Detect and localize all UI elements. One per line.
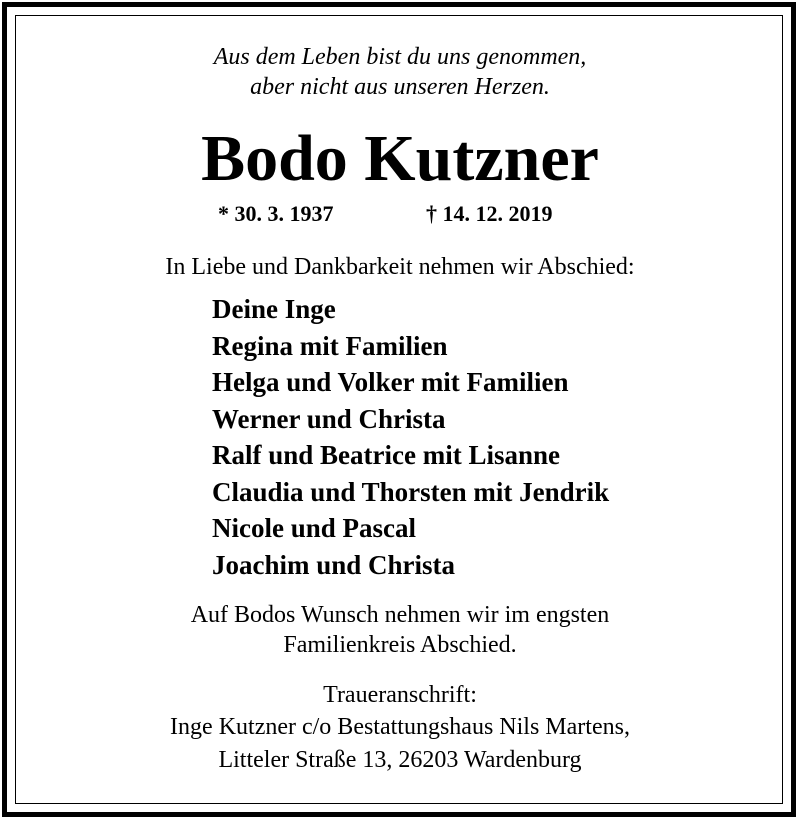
mourner-item: Regina mit Familien: [212, 330, 448, 361]
birth-date: * 30. 3. 1937: [218, 201, 334, 226]
mourner-item: Werner und Christa: [212, 403, 446, 434]
mourner-item: Joachim und Christa: [212, 549, 456, 580]
wish-line-2: Familienkreis Abschied.: [283, 632, 517, 658]
mourner-item: Nicole und Pascal: [212, 513, 417, 543]
verse-line-1: Aus dem Leben bist du uns genommen,: [213, 44, 587, 70]
wish-line-1: Auf Bodos Wunsch nehmen wir im engsten: [190, 602, 610, 628]
mourner-item: Ralf und Beatrice mit Lisanne: [212, 440, 560, 470]
farewell-intro: In Liebe und Dankbarkeit nehmen wir Abschied:: [165, 254, 635, 280]
death-date: † 14. 12. 2019: [426, 201, 553, 226]
address-line-1: Inge Kutzner c/o Bestattungshaus Nils Martens,: [170, 714, 630, 740]
mourners-list: [212, 291, 609, 583]
mourner-item: Claudia und Thorsten mit Jendrik: [212, 476, 610, 507]
mourner-item: Helga und Volker mit Familien: [212, 367, 569, 397]
mourner-item: Deine Inge: [212, 294, 336, 324]
deceased-name: Bodo Kutzner: [201, 122, 599, 195]
verse-line-2: aber nicht aus unseren Herzen.: [250, 74, 550, 100]
address-heading: Traueranschrift:: [323, 682, 477, 708]
address-line-2: Litteler Straße 13, 26203 Wardenburg: [218, 747, 582, 773]
